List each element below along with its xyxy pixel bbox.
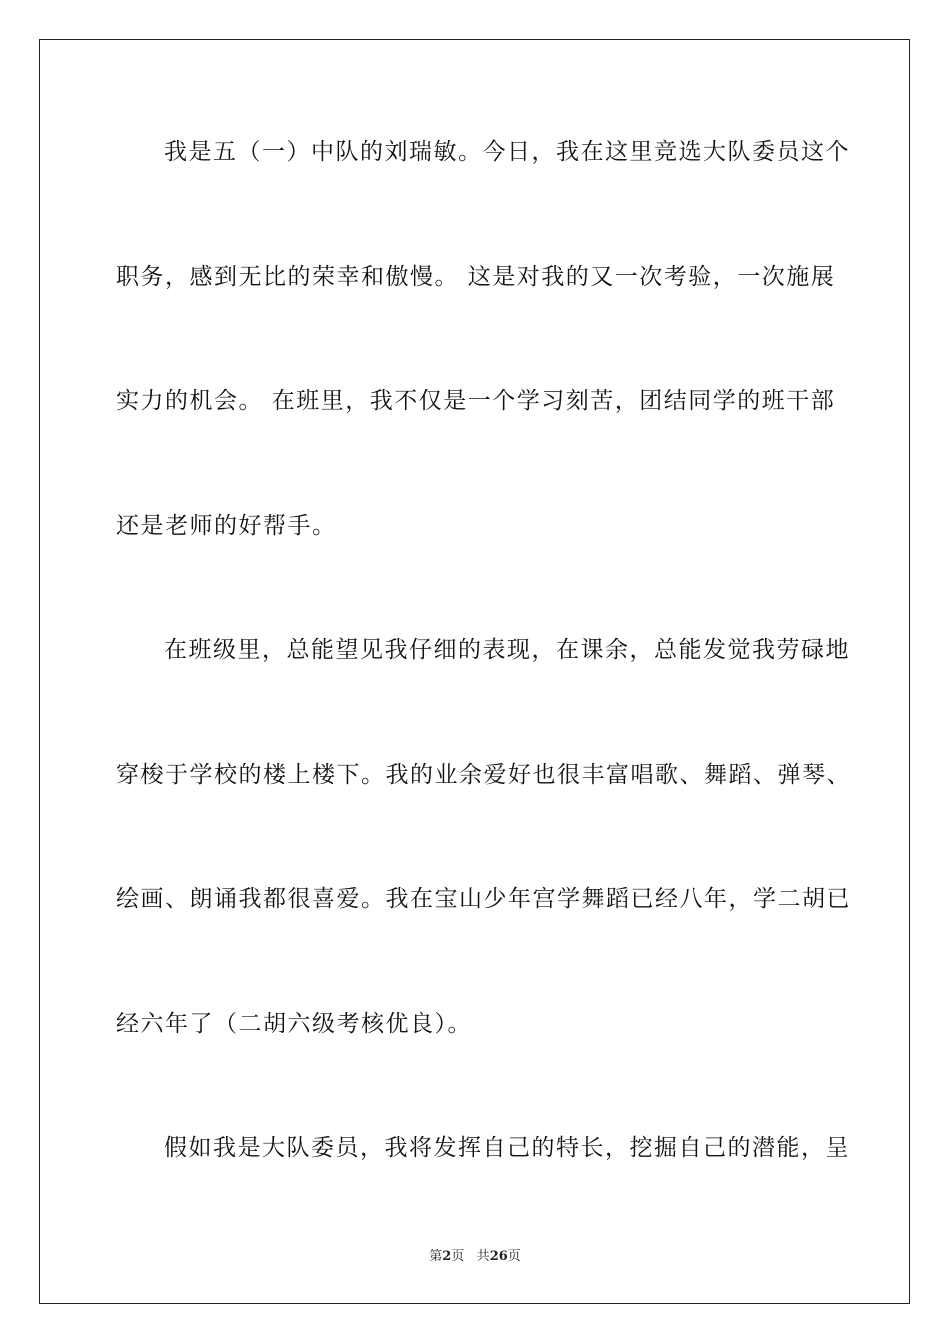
paragraph-2-line-2: 穿梭于学校的楼上楼下。我的业余爱好也很丰富唱歌、舞蹈、弹琴、 [116, 762, 851, 788]
paragraph-2-line-4: 经六年了（二胡六级考核优良）。 [116, 1011, 472, 1037]
page-border [39, 39, 910, 1304]
paragraph-1-line-3: 实力的机会。 在班里，我不仅是一个学习刻苦，团结同学的班干部 [116, 388, 836, 414]
paragraph-1-line-4: 还是老师的好帮手。 [116, 513, 337, 539]
paragraph-2-line-1: 在班级里，总能望见我仔细的表现，在课余，总能发觉我劳碌地 [164, 637, 850, 663]
paragraph-2-line-3: 绘画、朗诵我都很喜爱。我在宝山少年宫学舞蹈已经八年，学二胡已 [116, 886, 851, 912]
paragraph-1-line-1: 我是五（一）中队的刘瑞敏。今日，我在这里竞选大队委员这个 [164, 139, 850, 165]
paragraph-1-line-2: 职务，感到无比的荣幸和傲慢。 这是对我的又一次考验，一次施展 [116, 264, 836, 290]
page-number: 2 [442, 1249, 452, 1264]
paragraph-3-line-1: 假如我是大队委员，我将发挥自己的特长，挖掘自己的潜能，呈 [164, 1135, 850, 1161]
page-prefix: 第 [429, 1249, 443, 1264]
total-pages: 26 [489, 1249, 508, 1264]
total-suffix: 页 [507, 1249, 521, 1264]
page-footer [0, 1245, 950, 1264]
page-suffix: 页 [451, 1249, 465, 1264]
total-prefix: 共 [476, 1249, 490, 1264]
